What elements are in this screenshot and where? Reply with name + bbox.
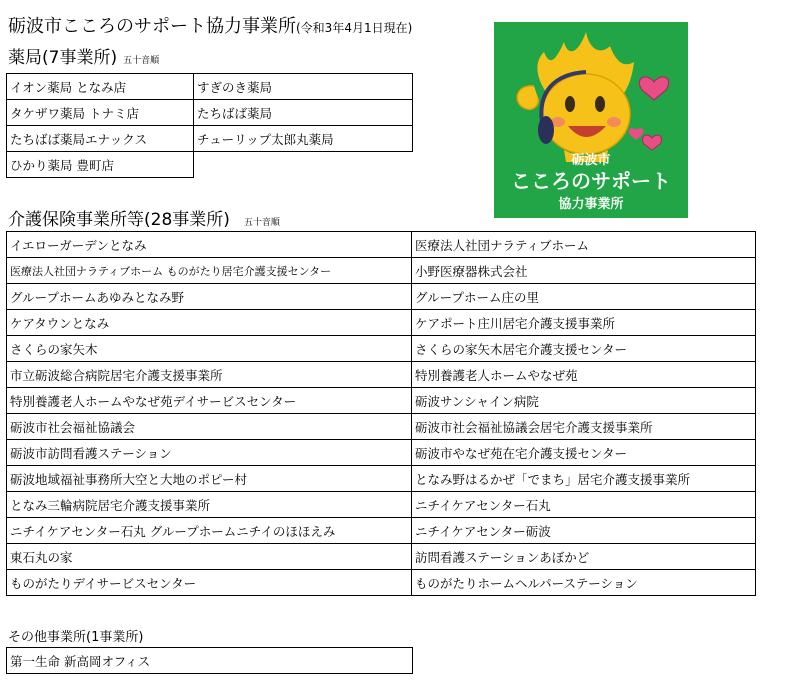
- table-cell: イエローガーデンとなみ: [7, 232, 412, 258]
- logo-sub: 協力事業所: [558, 197, 624, 212]
- table-row: [7, 100, 413, 126]
- table-cell: グループホームあゆみとなみ野: [7, 284, 412, 310]
- table-cell: ニチイケアセンター石丸: [412, 492, 756, 518]
- title-main: 砺波市こころのサポート協力事業所: [8, 16, 296, 37]
- table-cell: となみ三輪病院居宅介護支援事業所: [7, 492, 412, 518]
- table-row: [7, 518, 756, 544]
- care-table: [6, 231, 756, 596]
- table-row: [7, 74, 413, 100]
- table-cell: 砺波サンシャイン病院: [412, 388, 756, 414]
- mascot-illustration: [494, 22, 688, 218]
- table-row: [7, 440, 756, 466]
- table-row: [7, 310, 756, 336]
- table-cell: 第一生命 新高岡オフィス: [7, 648, 413, 674]
- table-cell: 砺波市社会福祉協議会居宅介護支援事業所: [412, 414, 756, 440]
- table-cell: タケザワ薬局 トナミ店: [7, 100, 194, 126]
- table-cell: ケアタウンとなみ: [7, 310, 412, 336]
- care-heading-text: 介護保険事業所等(28事業所): [8, 210, 230, 230]
- table-cell: 特別養護老人ホームやなぜ苑デイサービスセンター: [7, 388, 412, 414]
- table-cell: 砺波市やなぜ苑在宅介護支援センター: [412, 440, 756, 466]
- pharmacy-table: [6, 73, 413, 178]
- table-row: [7, 232, 756, 258]
- table-row: [7, 648, 413, 674]
- table-cell: チューリップ太郎丸薬局: [194, 126, 413, 152]
- kokoro-support-logo: [494, 22, 688, 218]
- table-cell: 砺波地域福祉事務所大空と大地のポピー村: [7, 466, 412, 492]
- table-cell: たちばば薬局: [194, 100, 413, 126]
- table-cell: 医療法人社団ナラティブホーム ものがたり居宅介護支援センター: [7, 258, 412, 284]
- table-cell: [194, 152, 413, 178]
- table-cell: 東石丸の家: [7, 544, 412, 570]
- table-cell: 医療法人社団ナラティブホーム: [412, 232, 756, 258]
- logo-city: 砺波市: [571, 153, 611, 168]
- table-row: [7, 152, 413, 178]
- table-cell: 訪問看護ステーションあぼかど: [412, 544, 756, 570]
- other-heading-text: その他事業所(1事業所): [8, 630, 144, 645]
- table-cell: すぎのき薬局: [194, 74, 413, 100]
- table-cell: ニチイケアセンター砺波: [412, 518, 756, 544]
- table-cell: さくらの家矢木居宅介護支援センター: [412, 336, 756, 362]
- table-row: [7, 362, 756, 388]
- title-date-note: (令和3年4月1日現在): [296, 21, 413, 35]
- table-row: [7, 492, 756, 518]
- table-cell: たちばば薬局エナックス: [7, 126, 194, 152]
- page-title: [8, 12, 412, 38]
- table-cell: 小野医療器株式会社: [412, 258, 756, 284]
- pharmacy-heading: [8, 43, 159, 68]
- table-cell: さくらの家矢木: [7, 336, 412, 362]
- table-cell: ものがたりデイサービスセンター: [7, 570, 412, 596]
- care-order-note: 五十音順: [243, 218, 280, 228]
- table-row: [7, 570, 756, 596]
- pharmacy-heading-text: 薬局(7事業所): [8, 48, 118, 68]
- table-cell: 砺波市訪問看護ステーション: [7, 440, 412, 466]
- table-cell: 特別養護老人ホームやなぜ苑: [412, 362, 756, 388]
- table-cell: 市立砺波総合病院居宅介護支援事業所: [7, 362, 412, 388]
- table-cell: となみ野はるかぜ「でまち」居宅介護支援事業所: [412, 466, 756, 492]
- table-cell: ニチイケアセンター石丸 グループホームニチイのほほえみ: [7, 518, 412, 544]
- table-row: [7, 126, 413, 152]
- table-cell: グループホーム庄の里: [412, 284, 756, 310]
- logo-name: こころのサポート: [511, 169, 671, 193]
- care-heading: [8, 205, 280, 230]
- table-row: [7, 284, 756, 310]
- table-cell: ものがたりホームヘルパーステーション: [412, 570, 756, 596]
- table-cell: ケアポート庄川居宅介護支援事業所: [412, 310, 756, 336]
- table-row: [7, 544, 756, 570]
- table-row: [7, 414, 756, 440]
- other-heading: [8, 626, 143, 645]
- table-row: [7, 466, 756, 492]
- other-table: [6, 647, 413, 674]
- pharmacy-order-note: 五十音順: [123, 56, 160, 66]
- table-cell: イオン薬局 となみ店: [7, 74, 194, 100]
- table-row: [7, 388, 756, 414]
- table-cell: ひかり薬局 豊町店: [7, 152, 194, 178]
- table-cell: 砺波市社会福祉協議会: [7, 414, 412, 440]
- table-row: [7, 258, 756, 284]
- table-row: [7, 336, 756, 362]
